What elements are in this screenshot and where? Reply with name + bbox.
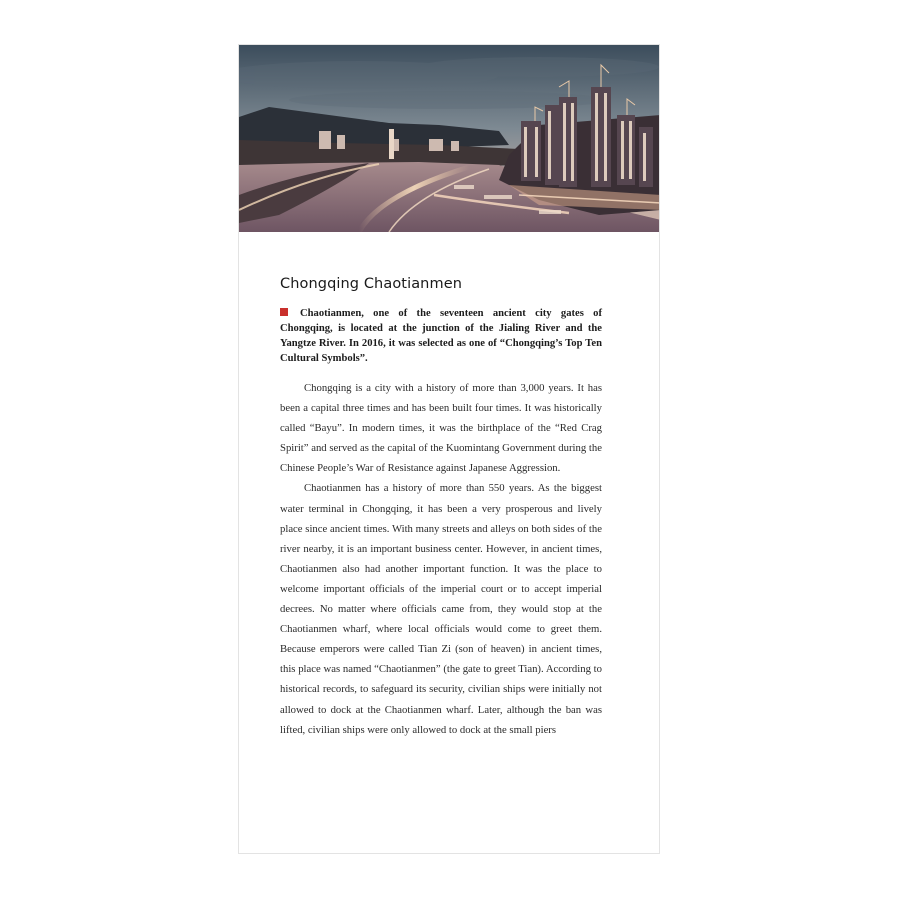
article (280, 276, 602, 740)
body-paragraph-2: Chaotianmen has a history of more than 550 years. As the biggest water terminal in Chongqing, it has been a very prosperous and lively place since ancient times. With many streets and alleys on both sides of the river nearby, it is an important business center. However, in ancient times, Chaotianmen also had another important function. It was the place to welcome important officials of the imperial court or to accept imperial decrees. No matter where officials came from, they would stop at the Chaotianmen wharf, where local officials would come to greet them. Because emperors were called Tian Zi (son of heaven) in ancient times, this place was named “Chaotianmen” (the gate to greet Tian). According to historical records, to safeguard its security, civilian ships were initially not allowed to dock at the Chaotianmen wharf. Later, although the ban was lifted, civilian ships were only allowed to dock at the small piers (280, 482, 602, 736)
chongqing-night-photo (239, 45, 660, 232)
article-summary (280, 306, 602, 366)
body-paragraph-1: Chongqing is a city with a history of more than 3,000 years. It has been a capital three times and has been built four times. It was historically called “Bayu”. In modern times, it was the birthplace of the “Red Crag Spirit” and served as the capital of the Kuomintang Government during the Chinese People’s War of Resistance against Japanese Aggression. (280, 382, 602, 475)
square-bullet-icon (280, 308, 288, 316)
book-page (238, 44, 660, 854)
summary-text: Chaotianmen, one of the seventeen ancient city gates of Chongqing, is located at the junction of the Jialing River and the Yangtze River. In 2016, it was selected as one of “Chongqing’s Top Ten Cultural Symbols”. (280, 308, 602, 364)
article-title: Chongqing Chaotianmen (280, 276, 463, 292)
